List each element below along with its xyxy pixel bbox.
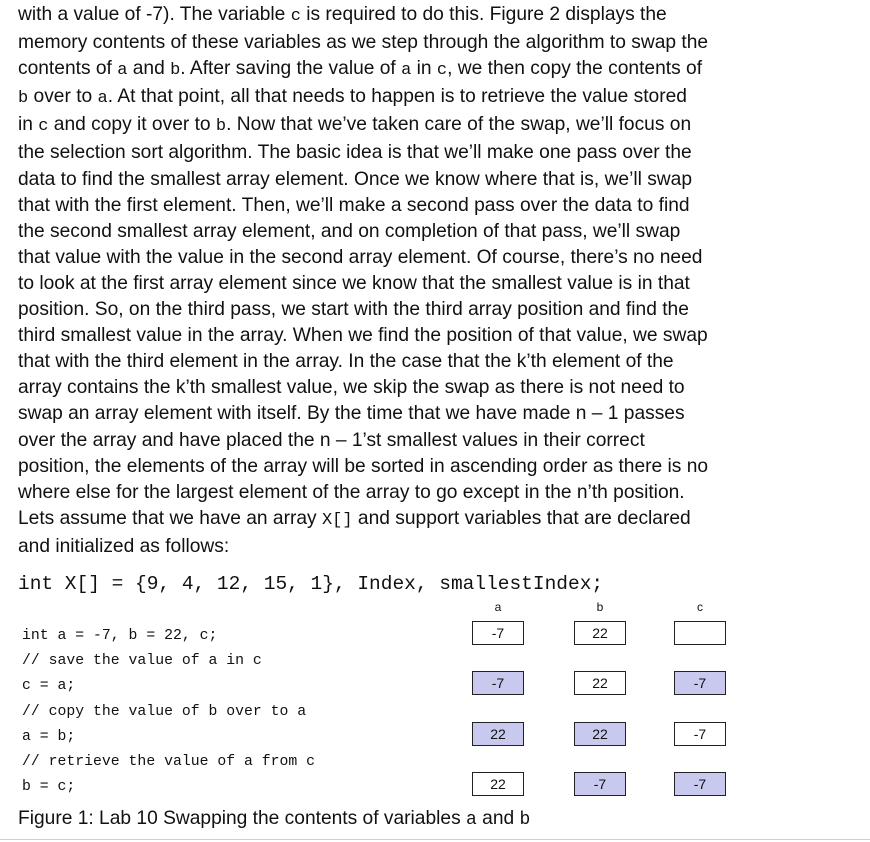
paragraph-line bbox=[18, 454, 863, 480]
inline-code: c bbox=[290, 7, 301, 26]
code-line: a = b; bbox=[22, 729, 76, 745]
paragraph-line bbox=[18, 428, 863, 454]
memory-cell-b: 22 bbox=[574, 722, 626, 746]
inline-code: a bbox=[466, 810, 477, 830]
paragraph-line bbox=[18, 349, 863, 375]
text-run: contents of bbox=[18, 58, 118, 80]
text-run: where else for the largest element of the array to go except in the n’th position. bbox=[18, 481, 685, 503]
text-run: . At that point, all that needs to happen is to retrieve the value stored bbox=[107, 86, 687, 108]
inline-code: b bbox=[18, 89, 29, 109]
inline-code: a bbox=[401, 61, 412, 81]
paragraph-line bbox=[18, 30, 863, 56]
inline-code: c bbox=[436, 61, 448, 81]
paragraph-line bbox=[18, 297, 863, 323]
text-run: , we then copy the contents of bbox=[447, 58, 703, 80]
paragraph-line bbox=[18, 193, 863, 219]
text-run: and bbox=[476, 808, 520, 829]
text-run: and initialized as follows: bbox=[18, 535, 230, 557]
paragraph-line bbox=[18, 534, 863, 560]
paragraph-line bbox=[18, 271, 863, 297]
text-run: and bbox=[127, 58, 171, 80]
text-run: memory contents of these variables as we step through the algorithm to swap the bbox=[18, 32, 709, 54]
memory-cell-a: 22 bbox=[472, 722, 524, 746]
paragraph-line bbox=[18, 167, 863, 193]
memory-cell-c: -7 bbox=[674, 722, 726, 746]
text-run: Figure 1: Lab 10 Swapping the contents of variables bbox=[18, 808, 466, 829]
text-run: to look at the first array element since we know that the smallest value is in that bbox=[18, 272, 690, 294]
inline-code: a bbox=[97, 89, 108, 109]
memory-cell-b: 22 bbox=[574, 621, 626, 645]
text-run: in bbox=[18, 114, 39, 136]
code-line: // copy the value of b over to a bbox=[22, 704, 307, 720]
column-header-b: b bbox=[596, 600, 604, 614]
text-run: . After saving the value of bbox=[180, 58, 402, 80]
text-run: that with the third element in the array. In the case that the k’th element of the bbox=[18, 351, 674, 373]
text-run: and support variables that are declared bbox=[352, 507, 691, 529]
paragraph-line bbox=[18, 375, 863, 401]
text-run: swap an array element with itself. By the time that we have made n – 1 passes bbox=[18, 403, 685, 425]
inline-code: a bbox=[117, 61, 128, 81]
paragraph-line bbox=[18, 506, 863, 534]
text-run: in bbox=[411, 58, 437, 80]
inline-code: X[] bbox=[321, 510, 353, 530]
memory-cell-b: -7 bbox=[574, 772, 626, 796]
paragraph-line bbox=[18, 401, 863, 427]
paragraph-line bbox=[18, 245, 863, 271]
inline-code: c bbox=[38, 117, 49, 137]
text-run: data to find the smallest array element. Once we know where that is, we’ll swap bbox=[18, 168, 693, 190]
text-run: position. So, on the third pass, we start with the third array position and find the bbox=[18, 299, 689, 321]
bottom-divider bbox=[0, 839, 870, 840]
text-run: that value with the value in the second array element. Of course, there’s no need bbox=[18, 246, 703, 268]
text-run: position, the elements of the array will be sorted in ascending order as there is no bbox=[18, 455, 709, 477]
code-line: // save the value of a in c bbox=[22, 653, 262, 669]
memory-cell-a: -7 bbox=[472, 671, 524, 695]
text-run: the second smallest array element, and on completion of that pass, we’ll swap bbox=[18, 220, 681, 242]
inline-code: b bbox=[519, 810, 531, 830]
figure-caption bbox=[18, 808, 530, 830]
text-run: over to bbox=[28, 86, 98, 108]
memory-cell-b: 22 bbox=[574, 671, 626, 695]
paragraph-line bbox=[18, 56, 863, 84]
paragraph-line bbox=[18, 480, 863, 506]
text-run: is required to do this. Figure 2 displays the bbox=[300, 4, 667, 25]
code-line: int a = -7, b = 22, c; bbox=[22, 628, 218, 644]
paragraph-line bbox=[18, 323, 863, 349]
text-run: the selection sort algorithm. The basic idea is that we’ll make one pass over the bbox=[18, 142, 692, 164]
memory-cell-a: 22 bbox=[472, 772, 524, 796]
column-header-a: a bbox=[494, 600, 502, 614]
code-line: // retrieve the value of a from c bbox=[22, 754, 316, 770]
text-run: third smallest value in the array. When we find the position of that value, we swap bbox=[18, 325, 708, 347]
text-run: and copy it over to bbox=[48, 114, 216, 136]
code-line: c = a; bbox=[22, 678, 76, 694]
inline-code: b bbox=[215, 117, 227, 137]
text-run: with a value of -7). The variable bbox=[18, 4, 291, 25]
inline-code: b bbox=[170, 61, 181, 81]
text-run: array contains the k’th smallest value, we skip the swap as there is not need to bbox=[18, 377, 685, 399]
array-declaration: int X[] = {9, 4, 12, 15, 1}, Index, smallestIndex; bbox=[18, 573, 604, 595]
text-run: over the array and have placed the n – 1’st smallest values in their correct bbox=[18, 429, 645, 451]
code-line: b = c; bbox=[22, 779, 76, 795]
paragraph-line bbox=[18, 112, 863, 140]
body-paragraph bbox=[18, 2, 863, 560]
memory-cell-c bbox=[674, 621, 726, 645]
paragraph-line bbox=[18, 2, 863, 30]
paragraph-line bbox=[18, 140, 863, 166]
column-header-c: c bbox=[697, 600, 703, 614]
text-run: Lets assume that we have an array bbox=[18, 507, 322, 529]
paragraph-line bbox=[18, 219, 863, 245]
memory-cell-a: -7 bbox=[472, 621, 524, 645]
memory-cell-c: -7 bbox=[674, 772, 726, 796]
paragraph-line bbox=[18, 84, 863, 112]
text-run: . Now that we’ve taken care of the swap, we’ll focus on bbox=[226, 114, 692, 136]
memory-cell-c: -7 bbox=[674, 671, 726, 695]
text-run: that with the first element. Then, we’ll make a second pass over the data to find bbox=[18, 194, 690, 216]
